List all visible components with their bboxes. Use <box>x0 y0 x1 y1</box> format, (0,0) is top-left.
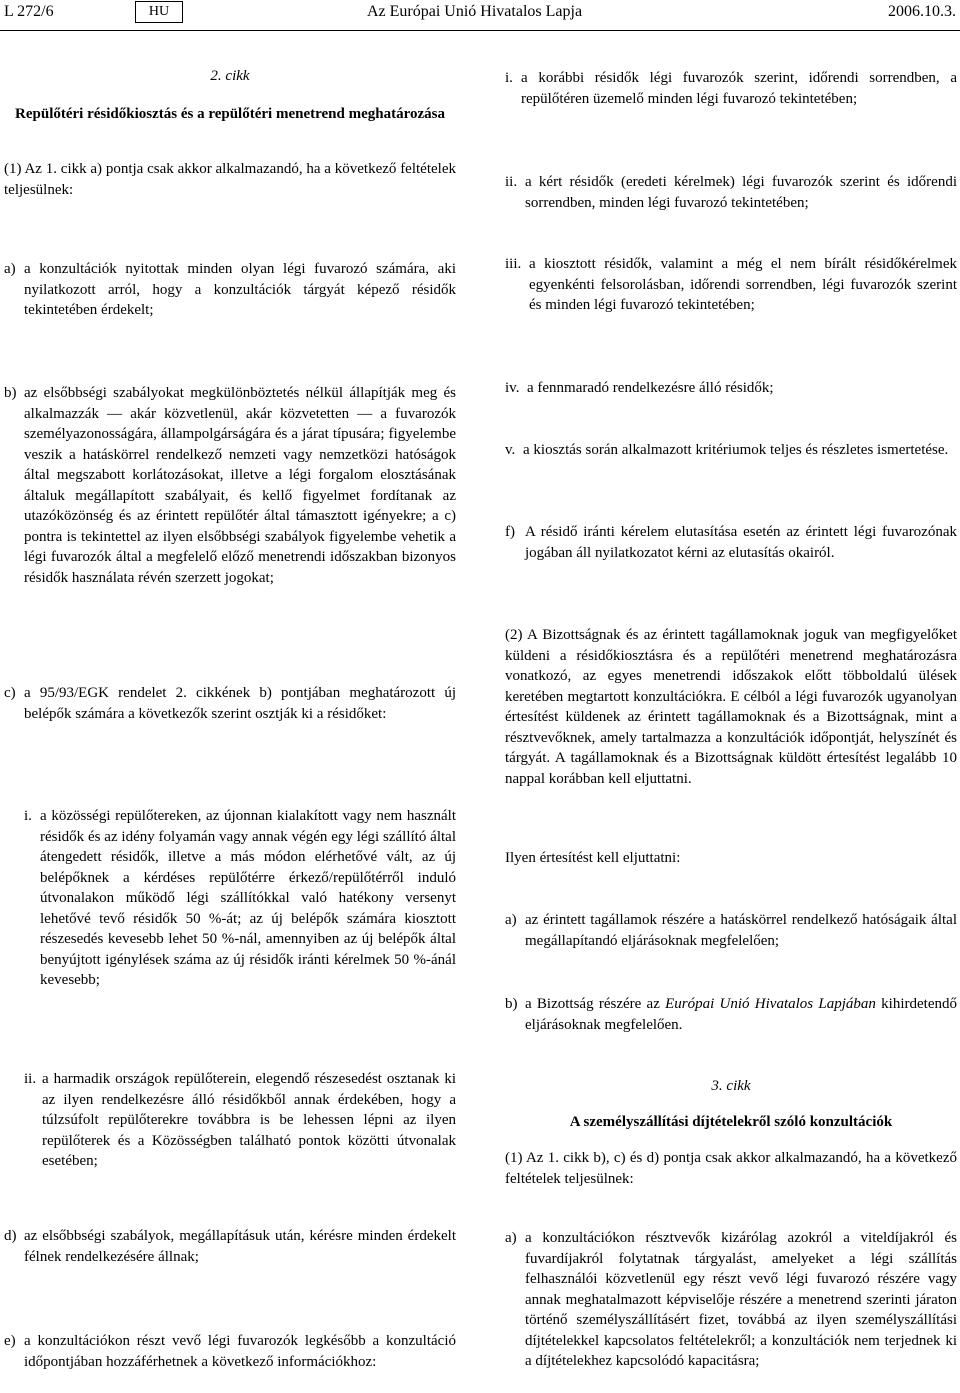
list-label: i. <box>24 808 32 824</box>
notice-b-text-start: a Bizottság részére az <box>525 996 666 1012</box>
notice-intro: Ilyen értesítést kell eljuttatni: <box>505 850 681 866</box>
list-item-e-ii <box>505 172 957 213</box>
journal-title: Az Európai Unió Hivatalos Lapja <box>367 3 583 20</box>
list-text: a konzultációkon részt vevő légi fuvarozók legkésőbb a konzultáció időpontjában hozzáférhetnek a következő információkhoz: <box>24 1333 456 1370</box>
list-item-c-ii <box>24 1069 456 1172</box>
list-text: a konzultációk nyitottak minden olyan légi fuvarozó számára, aki nyilatkozott arról, hogy a konzultációk tárgyát képező résidők tekintetében érdekelt; <box>24 261 456 318</box>
list-label: f) <box>505 524 515 540</box>
list-text: a konzultációkon résztvevők kizárólag azokról a viteldíjakról és fuvardíjakról folytatnak tárgyalást, amelyeket a légi szállítás felhasználói közvetlenül egy részt vevő légi fuvarozó részére vagy annak meghatalmazott képviselője részére a menetrend szerinti járaton történő személyszállításért fizet, továbbá az ilyen személyszállítási díjtételekkel kapcsolatos feltételekről; a konzultációk nem terjednek ki a díjtételekhez kapcsolódó kapacitásra; <box>525 1230 957 1369</box>
list-label: b) <box>505 996 518 1012</box>
list-text: az érintett tagállamok részére a hatáskörrel rendelkező hatóságaik által megállapítandó eljárásoknak megfelelően; <box>525 912 957 949</box>
list-item-f <box>505 522 957 563</box>
list-label: iv. <box>505 380 520 396</box>
list-item-c-i <box>24 806 456 991</box>
list-label: d) <box>4 1228 17 1244</box>
list-label: v. <box>505 442 516 458</box>
page-header <box>0 0 960 30</box>
article-2-paragraph-2: (2) A Bizottságnak és az érintett tagállamoknak joguk van megfigyelőket küldeni a résidőkiosztásra és a repülőtéri menetrend meghatározásra vonatkozó, az egyes menetrendi időszakok előtt többoldalú ülések keretében megtartott konzultációkra. E célból a légi fuvarozók ugyanolyan értesítést küldenek az érintett tagállamoknak és a Bizottságnak, mint a résztvevőknek, amely tartalmazza a konzultációk időpontját, helyszínét és tárgyát. A tagállamoknak és a Bizottságnak küldött értesítést legalább 10 nappal korábban kell eljuttatni. <box>505 627 957 787</box>
header-divider <box>0 30 960 31</box>
list-item-c <box>4 683 456 724</box>
list-text: a kiosztott résidők, valamint a még el nem bírált résidőkérelmek egyenkénti felsorolásban, időrendi sorrendben, légi fuvarozók szerint és minden légi fuvarozó tekintetében; <box>529 256 957 313</box>
list-label: ii. <box>505 174 518 190</box>
list-item-e-iv <box>505 378 957 399</box>
list-item-e-v <box>505 440 957 461</box>
list-item-b <box>4 383 456 588</box>
notice-item-a <box>505 910 957 951</box>
list-label: ii. <box>24 1071 37 1087</box>
language-badge: HU <box>135 1 183 23</box>
list-label: a) <box>505 1230 517 1246</box>
list-item-e-i <box>505 68 957 109</box>
list-text: a kért résidők (eredeti kérelmek) légi fuvarozók szerint és időrendi sorrendben, minden légi fuvarozó tekintetében; <box>525 174 957 211</box>
list-item-e <box>4 1331 456 1372</box>
list-text: az elsőbbségi szabályokat megkülönböztetés nélkül állapítják meg és alkalmazzák — akár közvetlenül, akár közvetetten — a fuvarozók személyazonosságára, állampolgárságára és a járat típusára; figyelembe veszik a hatáskörrel rendelkező nemzeti vagy nemzetközi hatóságok által megszabott korlátozásokat, illetve a légi forgalom elosztásának általuk megállapított szabályait, és kellő figyelmet fordítanak az utazóközönség és az érintett repülőtér által támasztott igényekre; a c) pontra is tekintettel az ilyen elsőbbségi szabályok figyelembe vehetik a légi fuvarozók által a megfelelő előző menetrendi időszakban bizonyos résidők használata révén szerzett jogokat; <box>24 385 456 586</box>
article-2-title: Repülőtéri résidőkiosztás és a repülőtéri menetrend meghatározása <box>15 106 445 122</box>
list-item-d <box>4 1226 456 1267</box>
article-3-paragraph-1: (1) Az 1. cikk b), c) és d) pontja csak akkor alkalmazandó, ha a következő feltételek teljesülnek: <box>505 1150 957 1187</box>
list-text: a korábbi résidők légi fuvarozók szerint, időrendi sorrendben, a repülőtéren üzemelő minden légi fuvarozó tekintetében; <box>521 70 957 107</box>
official-journal-name: Európai Unió Hivatalos Lapjában <box>665 996 876 1012</box>
article-2-number: 2. cikk <box>210 68 250 84</box>
list-label: c) <box>4 685 16 701</box>
page-reference: L 272/6 <box>4 3 54 20</box>
list-text <box>525 994 957 1035</box>
list-item-e-iii <box>505 254 957 316</box>
list-label: a) <box>4 261 16 277</box>
list-label: i. <box>505 70 513 86</box>
article-3-list-item-a <box>505 1228 957 1372</box>
list-text: A résidő iránti kérelem elutasítása esetén az érintett légi fuvarozónak jogában áll nyilatkozatot kérni az elutasítás okairól. <box>525 524 957 561</box>
list-label: iii. <box>505 256 522 272</box>
article-3-number: 3. cikk <box>711 1078 751 1094</box>
list-item-a <box>4 259 456 321</box>
article-2-paragraph-1: (1) Az 1. cikk a) pontja csak akkor alkalmazandó, ha a következő feltételek teljesülnek: <box>4 161 456 198</box>
list-text: a harmadik országok repülőterein, elegendő részesedést osztanak ki az ilyen rendelkezésre álló résidőkből annak érdekében, hogy a túlzsúfolt repülőterekre továbbra is be lehessen lépni az ilyen repülőterek és a Közösségben található pontok közötti útvonalak esetében; <box>42 1071 456 1169</box>
list-text: a közösségi repülőtereken, az újonnan kialakított vagy nem használt résidők és az idény folyamán vagy annak végén egy légi szállító által átengedett résidők, illetve a más módon elérhetővé vált, az új belépőknek a kérdéses repülőtérre érkező/repülőtérről induló útvonalakon működő légi szállítókkal való hatékony versenyt lehetővé tevő résidők 50 %-át; az új belépők számára kiosztott részesedés kevesebb lehet 50 %-nál, amennyiben az új belépők által benyújtott igénylések száma az új résidők iránti kérelmek 50 %-ánál kevesebb; <box>40 808 456 988</box>
list-text: a 95/93/EGK rendelet 2. cikkének b) pontjában meghatározott új belépők számára a következők szerint osztják ki a résidőket: <box>24 685 456 722</box>
list-label: e) <box>4 1333 16 1349</box>
list-text: az elsőbbségi szabályok, megállapításuk után, kérésre minden érdekelt félnek rendelkezésére állnak; <box>24 1228 456 1265</box>
list-label: a) <box>505 912 517 928</box>
notice-item-b <box>505 994 957 1035</box>
publication-date: 2006.10.3. <box>888 3 956 20</box>
list-text: a kiosztás során alkalmazott kritériumok teljes és részletes ismertetése. <box>523 442 949 458</box>
notice-b-text-end: kihirdetendő eljárásoknak megfelelően. <box>525 996 957 1033</box>
list-text: a fennmaradó rendelkezésre álló résidők; <box>527 380 774 396</box>
list-label: b) <box>4 385 17 401</box>
article-3-title: A személyszállítási díjtételekről szóló konzultációk <box>569 1114 893 1130</box>
